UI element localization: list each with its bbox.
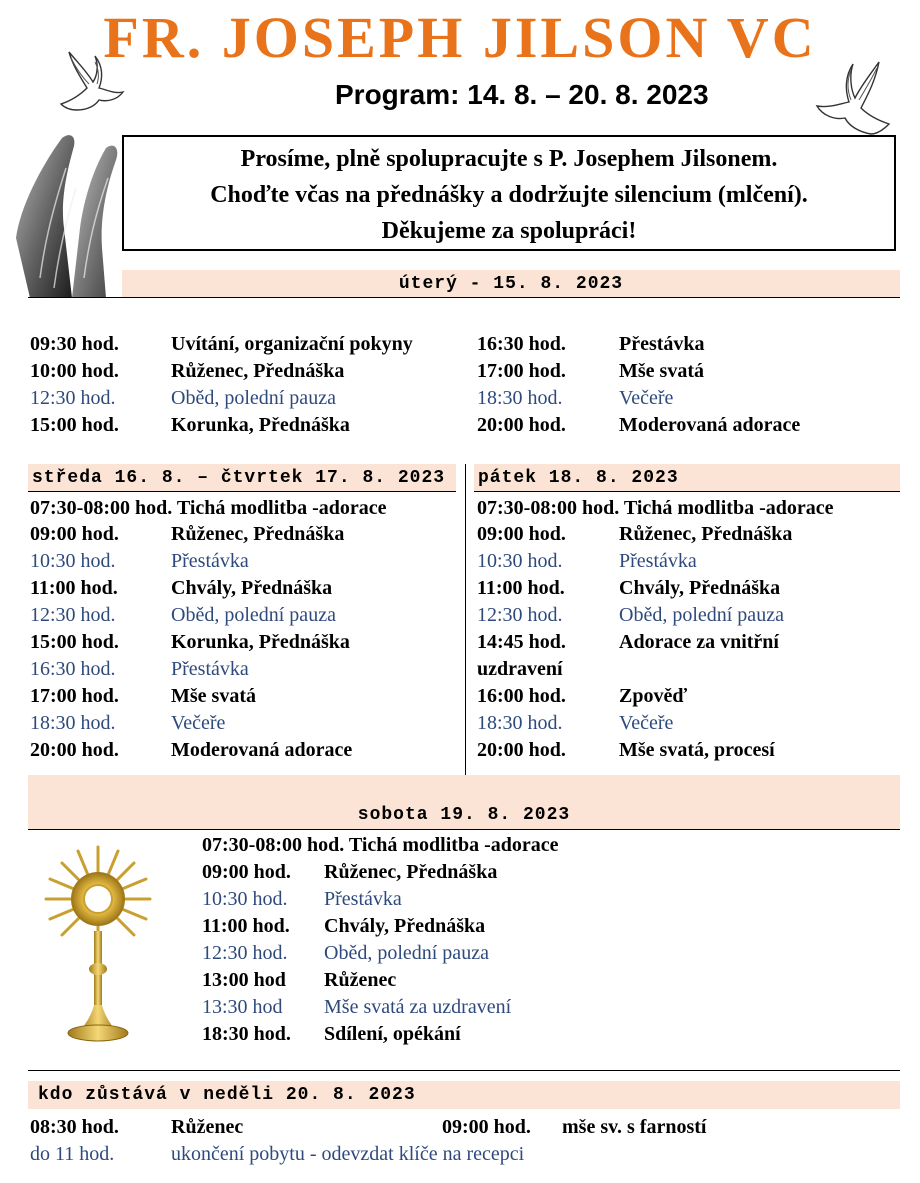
notice-line-3: Děkujeme za spolupráci! [381, 218, 637, 244]
list-item: 07:30-08:00 hod. Tichá modlitba -adorace [30, 497, 387, 519]
saturday-divider [28, 829, 900, 830]
dove-right-icon [805, 50, 895, 146]
dove-left-icon [55, 48, 127, 120]
friday-header: pátek 18. 8. 2023 [474, 464, 900, 492]
wed-thu-header: středa 16. 8. – čtvrtek 17. 8. 2023 [28, 464, 456, 492]
page-title: FR. JOSEPH JILSON VC [103, 5, 817, 70]
praying-hands-image [10, 128, 122, 298]
notice-line-2: Choďte včas na přednášky a dodržujte silencium (mlčení). [210, 182, 808, 208]
list-item: 07:30-08:00 hod. Tichá modlitba -adorace [202, 834, 559, 856]
notice-line-1: Prosíme, plně spolupracujte s P. Josephem Jilsonem. [240, 146, 778, 172]
list-item: 07:30-08:00 hod. Tichá modlitba -adorace [477, 497, 834, 519]
sunday-top-divider [28, 1070, 900, 1071]
tuesday-header: úterý - 15. 8. 2023 [122, 270, 900, 298]
monstrance-image [40, 845, 156, 1045]
friday-divider [474, 491, 900, 492]
notice-box [122, 135, 896, 251]
tuesday-divider [28, 297, 900, 298]
saturday-header: sobota 19. 8. 2023 [28, 775, 900, 829]
wed-thu-divider [28, 491, 456, 492]
sunday-header: kdo zůstává v neděli 20. 8. 2023 [28, 1081, 900, 1109]
column-divider [465, 464, 466, 776]
program-dates: Program: 14. 8. – 20. 8. 2023 [335, 79, 709, 110]
